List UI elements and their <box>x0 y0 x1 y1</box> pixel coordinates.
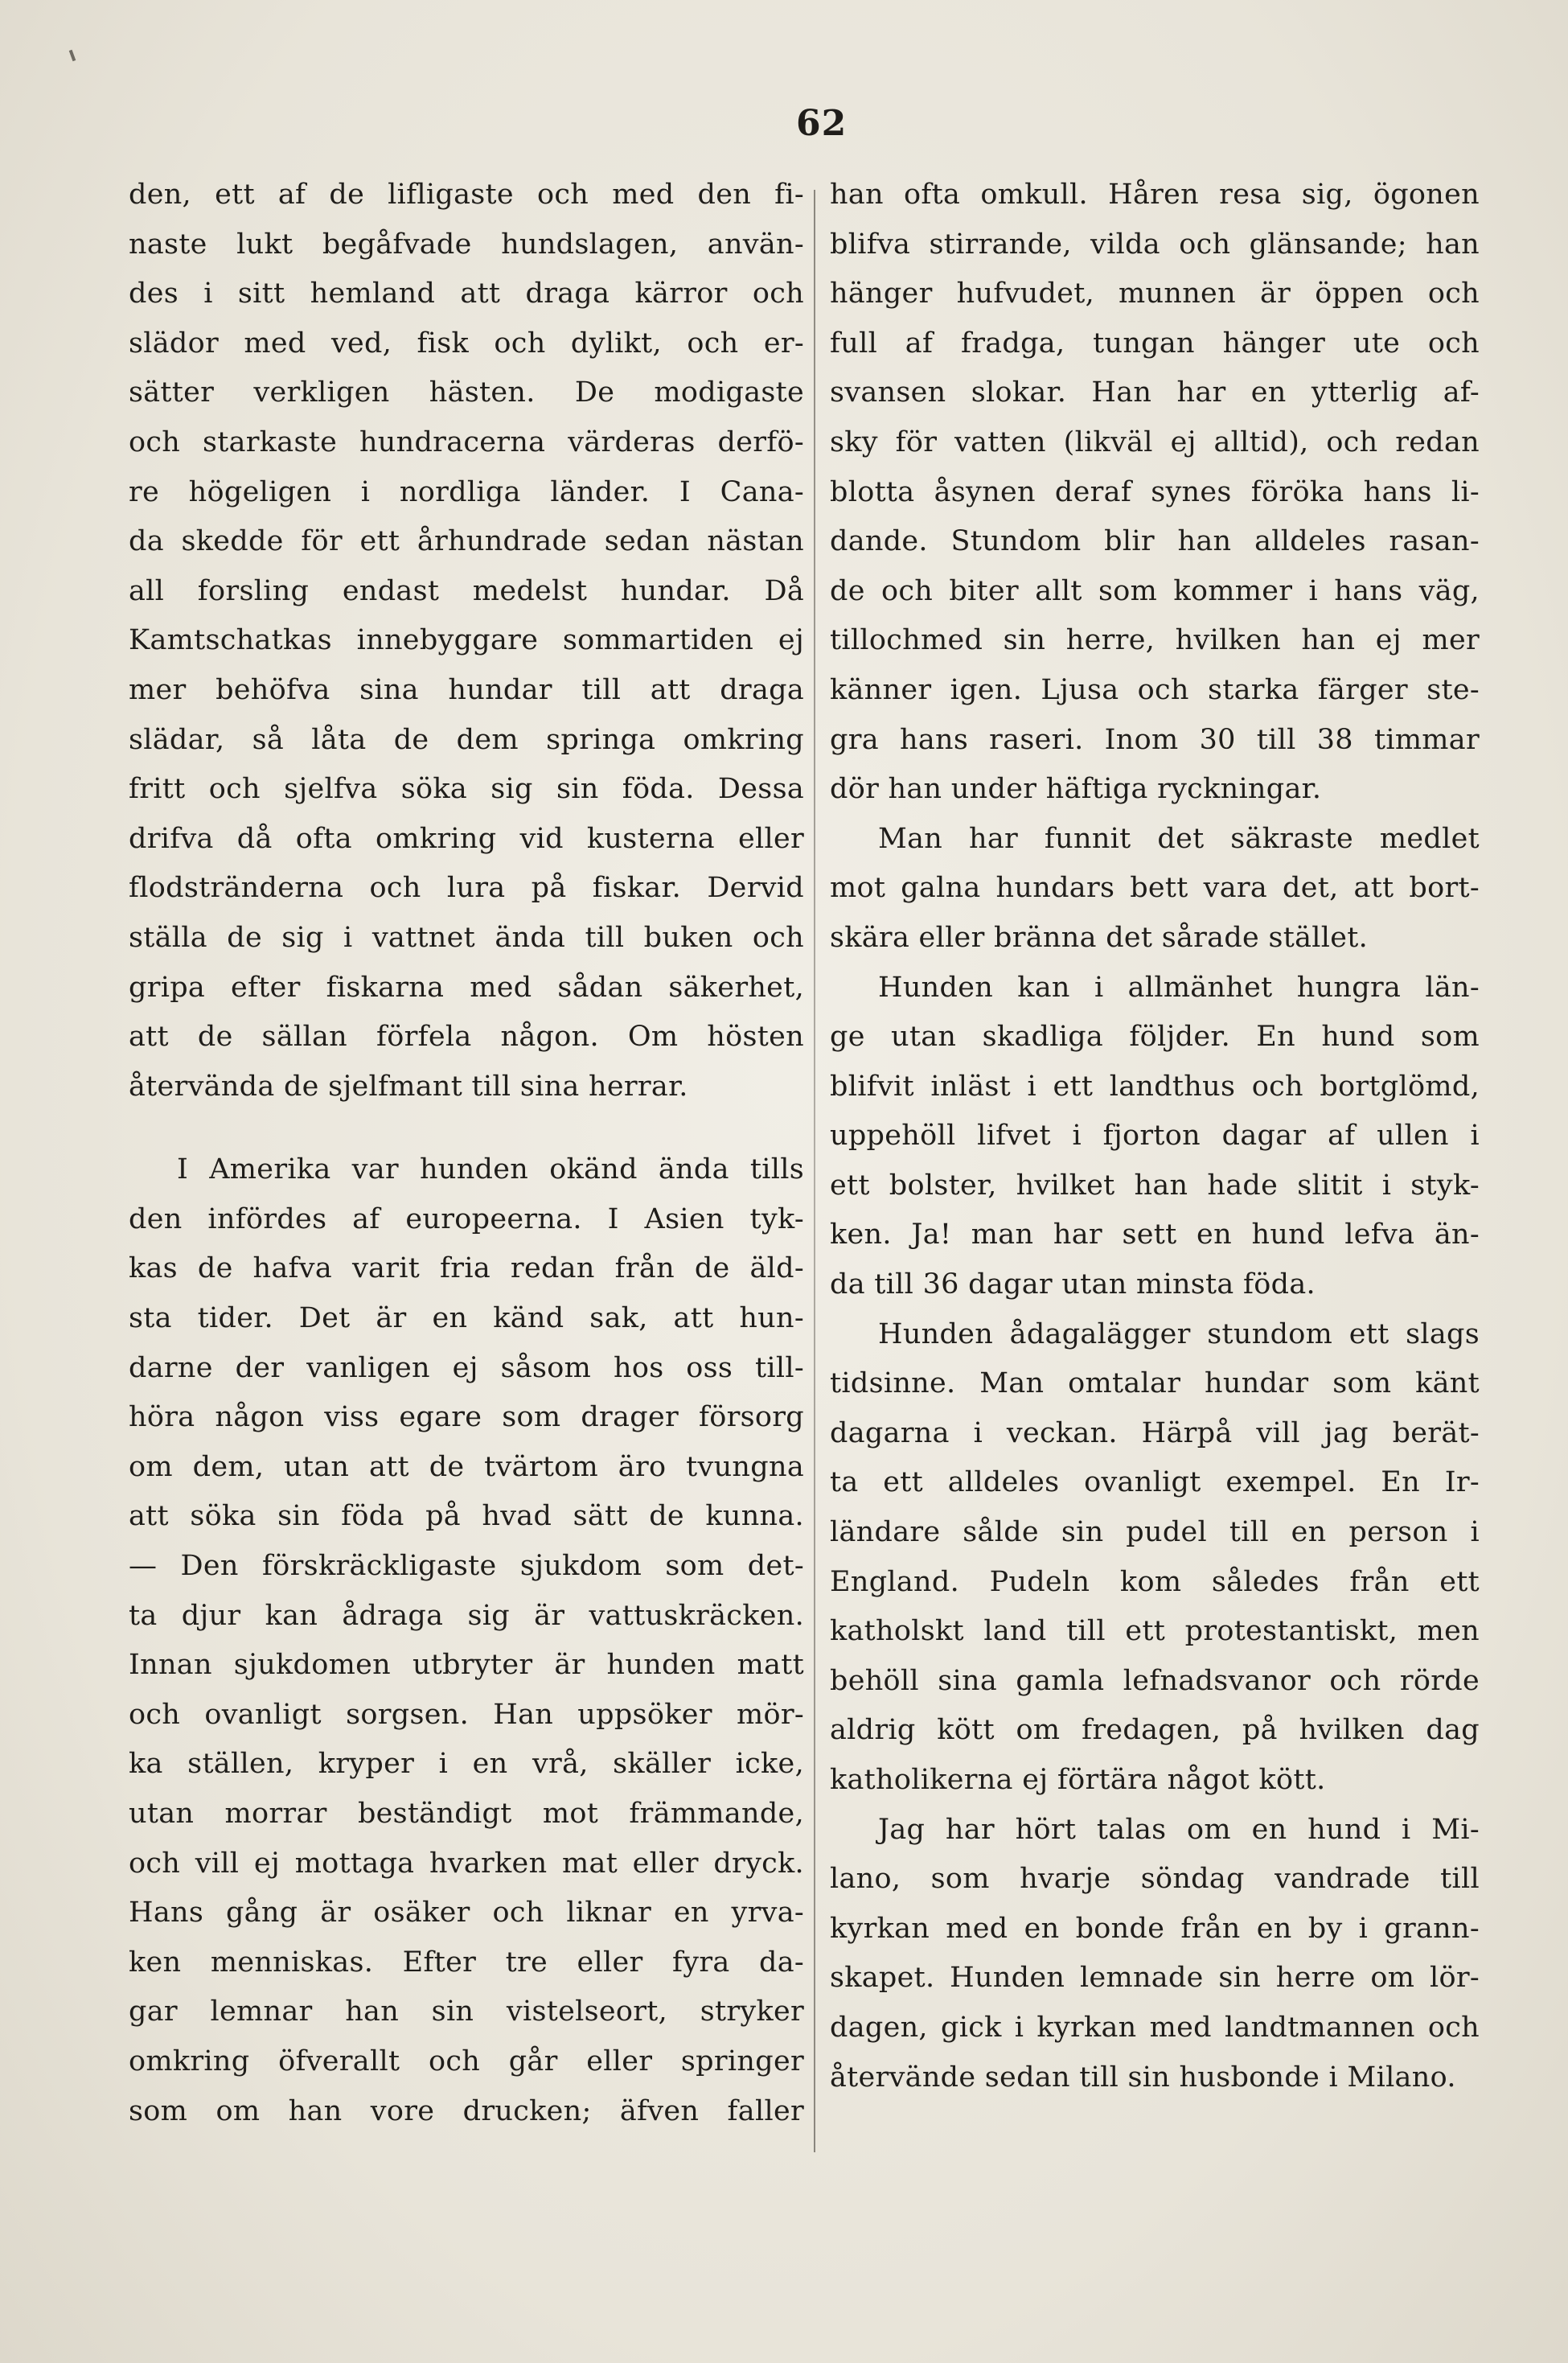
text-line: full af fradga, tungan hänger ute och <box>830 327 1480 360</box>
text-line: om dem, utan att de tvärtom äro tvungna <box>129 1450 804 1483</box>
text-line: England. Pudeln kom således från ett <box>830 1565 1480 1598</box>
text-line: behöll sina gamla lefnadsvanor och rörde <box>830 1664 1480 1697</box>
text-line: Kamtschatkas innebyggare sommartiden ej <box>129 624 804 657</box>
text-line: ställa de sig i vattnet ända till buken och <box>129 921 804 954</box>
paper-speck <box>69 50 76 62</box>
text-line: Hans gång är osäker och liknar en yrva- <box>129 1897 804 1929</box>
text-line: kas de hafva varit fria redan från de äld- <box>129 1252 804 1285</box>
text-line: mer behöfva sina hundar till att draga <box>129 673 804 706</box>
paragraph <box>830 1806 1480 2103</box>
text-line: — Den förskräckligaste sjukdom som det- <box>129 1550 804 1583</box>
page-number: 62 <box>796 103 848 144</box>
right-column <box>830 171 1480 2102</box>
text-line: dör han under häftiga ryckningar. <box>830 773 1322 806</box>
text-line: skära eller bränna det sårade stället. <box>830 921 1369 954</box>
text-line: ta djur kan ådraga sig är vattuskräcken. <box>129 1599 804 1632</box>
text-line: aldrig kött om fredagen, på hvilken dag <box>830 1714 1480 1747</box>
text-line: Man har funnit det säkraste medlet <box>878 822 1480 855</box>
text-line: sta tider. Det är en känd sak, att hun- <box>129 1302 804 1335</box>
text-line: ett bolster, hvilket han hade slitit i styk- <box>830 1169 1480 1202</box>
text-line: ge utan skadliga följder. En hund som <box>830 1021 1480 1054</box>
text-line: ken. Ja! man har sett en hund lefva än- <box>830 1218 1480 1251</box>
text-line: drifva då ofta omkring vid kusterna eller <box>129 822 804 855</box>
text-line: sky för vatten (likväl ej alltid), och redan <box>830 425 1480 458</box>
text-line: da till 36 dagar utan minsta föda. <box>830 1268 1316 1301</box>
text-line: utan morrar beständigt mot främmande, <box>129 1798 804 1830</box>
text-line: blifva stirrande, vilda och glänsande; han <box>830 228 1480 261</box>
text-line: blotta åsynen deraf synes föröka hans li- <box>830 475 1480 508</box>
text-line: kyrkan med en bonde från en by i grann- <box>830 1912 1480 1945</box>
text-line: sätter verkligen hästen. De modigaste <box>129 376 804 409</box>
text-line: gar lemnar han sin vistelseort, stryker <box>129 1995 804 2028</box>
text-line: återvända de sjelfmant till sina herrar. <box>129 1070 688 1103</box>
text-line: och starkaste hundracerna värderas derfö- <box>129 425 804 458</box>
text-line: dagarna i veckan. Härpå vill jag berät- <box>830 1416 1480 1449</box>
text-line: ka ställen, kryper i en vrå, skäller icke, <box>129 1748 804 1781</box>
text-line: mot galna hundars bett vara det, att bort- <box>830 872 1480 905</box>
text-line: känner igen. Ljusa och starka färger ste- <box>830 673 1480 706</box>
text-line: slädor med ved, fisk och dylikt, och er- <box>129 327 804 360</box>
text-line: re högeligen i nordliga länder. I Cana- <box>129 475 804 508</box>
text-line: lano, som hvarje söndag vandrade till <box>830 1863 1480 1896</box>
paragraph <box>129 171 804 1112</box>
text-line: katholskt land till ett protestantiskt, men <box>830 1615 1480 1648</box>
text-line: ta ett alldeles ovanligt exempel. En Ir- <box>830 1466 1480 1499</box>
text-line: blifvit inläst i ett landthus och bortglömd, <box>830 1070 1480 1103</box>
text-line: fritt och sjelfva söka sig sin föda. Dessa <box>129 773 804 806</box>
text-line: den infördes af europeerna. I Asien tyk- <box>129 1202 804 1235</box>
paragraph-gap <box>129 1112 804 1145</box>
paragraph <box>129 1145 804 2136</box>
text-line: tidsinne. Man omtalar hundar som känt <box>830 1367 1480 1400</box>
left-column <box>129 171 804 2136</box>
text-line: flodstränderna och lura på fiskar. Dervid <box>129 872 804 905</box>
paragraph <box>830 815 1480 964</box>
text-line: I Amerika var hunden okänd ända tills <box>177 1153 804 1186</box>
text-line: Jag har hört talas om en hund i Mi- <box>878 1813 1480 1846</box>
text-line: höra någon viss egare som drager försorg <box>129 1401 804 1434</box>
text-line: da skedde för ett århundrade sedan nästan <box>129 525 804 558</box>
text-line: ken menniskas. Efter tre eller fyra da- <box>129 1946 804 1979</box>
text-line: ländare sålde sin pudel till en person i <box>830 1516 1480 1549</box>
paragraph <box>830 171 1480 815</box>
column-divider <box>814 190 815 2152</box>
text-line: all forsling endast medelst hundar. Då <box>129 574 804 607</box>
text-line: svansen slokar. Han har en ytterlig af- <box>830 376 1480 409</box>
text-line: des i sitt hemland att draga kärror och <box>129 277 804 310</box>
paragraph <box>830 964 1480 1310</box>
text-line: tillochmed sin herre, hvilken han ej mer <box>830 624 1480 657</box>
text-line: naste lukt begåfvade hundslagen, använ- <box>129 228 804 261</box>
text-line: Innan sjukdomen utbryter är hunden matt <box>129 1649 804 1682</box>
text-line: Hunden ådagalägger stundom ett slags <box>878 1317 1480 1350</box>
text-line: omkring öfverallt och går eller springer <box>129 2045 804 2077</box>
paragraph <box>830 1310 1480 1806</box>
text-line: Hunden kan i allmänhet hungra län- <box>878 971 1480 1004</box>
text-line: att söka sin föda på hvad sätt de kunna. <box>129 1500 804 1533</box>
text-line: gra hans raseri. Inom 30 till 38 timmar <box>830 723 1480 756</box>
text-line: de och biter allt som kommer i hans väg, <box>830 574 1480 607</box>
text-line: och ovanligt sorgsen. Han uppsöker mör- <box>129 1698 804 1731</box>
text-line: han ofta omkull. Håren resa sig, ögonen <box>830 179 1480 211</box>
text-line: dande. Stundom blir han alldeles rasan- <box>830 525 1480 558</box>
text-line: och vill ej mottaga hvarken mat eller dryck. <box>129 1847 804 1880</box>
text-line: som om han vore drucken; äfven faller <box>129 2094 804 2127</box>
text-line: skapet. Hunden lemnade sin herre om lör- <box>830 1962 1480 1995</box>
text-line: dagen, gick i kyrkan med landtmannen och <box>830 2011 1480 2044</box>
text-line: den, ett af de lifligaste och med den fi- <box>129 179 804 211</box>
text-line: att de sällan förfela någon. Om hösten <box>129 1021 804 1054</box>
text-line: katholikerna ej förtära något kött. <box>830 1764 1326 1796</box>
text-line: darne der vanligen ej såsom hos oss till- <box>129 1351 804 1384</box>
text-line: återvände sedan till sin husbonde i Milano. <box>830 2061 1456 2094</box>
text-line: slädar, så låta de dem springa omkring <box>129 723 804 756</box>
text-line: gripa efter fiskarna med sådan säkerhet, <box>129 971 804 1004</box>
text-line: uppehöll lifvet i fjorton dagar af ullen i <box>830 1120 1480 1153</box>
text-line: hänger hufvudet, munnen är öppen och <box>830 277 1480 310</box>
